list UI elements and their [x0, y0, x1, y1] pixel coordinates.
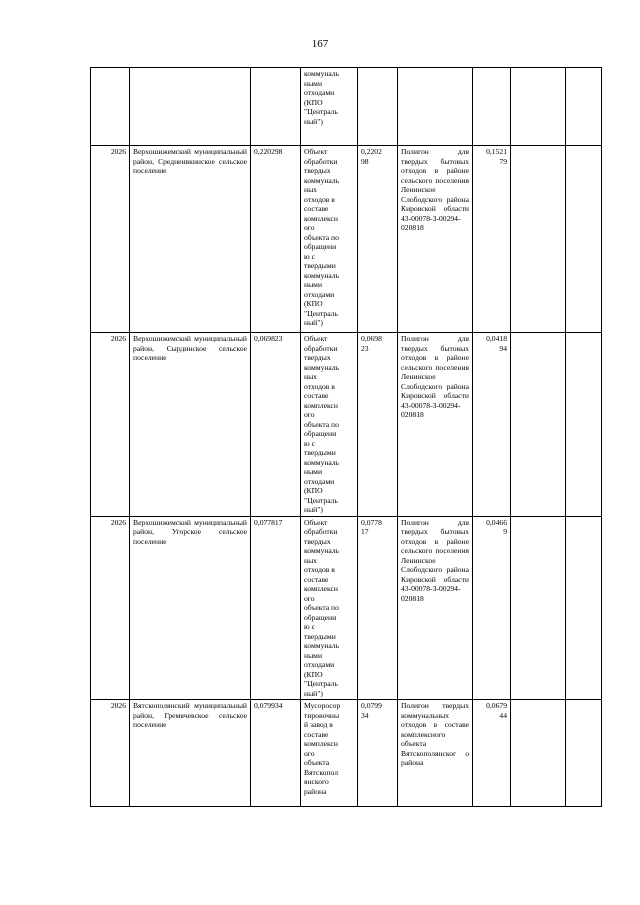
- landfill-mass-cell: 0,0679 44: [473, 700, 511, 807]
- processed-mass-cell: 0,0698 23: [358, 333, 398, 517]
- mass-cell: [251, 68, 301, 146]
- table-row: [91, 68, 602, 146]
- area-cell: Верхошижемский муниципальный район, Среднеивкинское сельское поселение: [130, 146, 251, 333]
- empty-cell: [511, 68, 566, 146]
- processing-object-cell: коммуналь ными отходами (КПО "Централь ный"): [301, 68, 358, 146]
- year-cell: 2026: [91, 146, 130, 333]
- processing-object-cell: Мусоросор тировочны й завод в составе комплексн ого объекта Вятскопол янского района: [301, 700, 358, 807]
- area-cell: [130, 68, 251, 146]
- empty-cell: [511, 516, 566, 700]
- empty-cell: [511, 333, 566, 517]
- processed-mass-cell: 0,0799 34: [358, 700, 398, 807]
- landfill-cell: Полигон для твердых бытовых отходов в районе сельского поселения Ленинское Слободского района Кировской области 43-00078-З-00294-020818: [398, 146, 473, 333]
- landfill-mass-cell: [473, 68, 511, 146]
- landfill-mass-cell: 0,0466 9: [473, 516, 511, 700]
- empty-cell: [566, 700, 602, 807]
- area-cell: Верхошижемский муниципальный район, Сырдинское сельское поселение: [130, 333, 251, 517]
- empty-cell: [566, 146, 602, 333]
- table-row: [91, 700, 602, 807]
- waste-flow-table: [90, 67, 602, 807]
- page-number: 167: [311, 38, 329, 50]
- landfill-cell: Полигон твердых коммунальных отходов в составе комплексного объекта Вятскополянског о района: [398, 700, 473, 807]
- empty-cell: [566, 516, 602, 700]
- processing-object-cell: Объект обработки твердых коммуналь ных отходов в составе комплексн ого объекта по обращени ю с твердыми коммуналь ными отходами (КПО "Централь ный"): [301, 333, 358, 517]
- mass-cell: 0,079934: [251, 700, 301, 807]
- year-cell: [91, 68, 130, 146]
- landfill-cell: Полигон для твердых бытовых отходов в районе сельского поселения Ленинское Слободского района Кировской области 43-00078-З-00294-020818: [398, 516, 473, 700]
- empty-cell: [511, 146, 566, 333]
- table-row: [91, 333, 602, 517]
- year-cell: 2026: [91, 700, 130, 807]
- processing-object-cell: Объект обработки твердых коммуналь ных отходов в составе комплексн ого объекта по обращени ю с твердыми коммуналь ными отходами (КПО "Централь ный"): [301, 516, 358, 700]
- year-cell: 2026: [91, 516, 130, 700]
- empty-cell: [566, 68, 602, 146]
- mass-cell: 0,220298: [251, 146, 301, 333]
- area-cell: Верхошижемский муниципальный район, Угорское сельское поселение: [130, 516, 251, 700]
- processed-mass-cell: 0,0778 17: [358, 516, 398, 700]
- landfill-mass-cell: 0,0418 94: [473, 333, 511, 517]
- area-cell: Вятскополянский муниципальный район, Гремячевское сельское поселение: [130, 700, 251, 807]
- processed-mass-cell: 0,2202 98: [358, 146, 398, 333]
- processed-mass-cell: [358, 68, 398, 146]
- landfill-mass-cell: 0,1521 79: [473, 146, 511, 333]
- table-row: [91, 146, 602, 333]
- empty-cell: [566, 333, 602, 517]
- mass-cell: 0,077817: [251, 516, 301, 700]
- mass-cell: 0,069823: [251, 333, 301, 517]
- table-row: [91, 516, 602, 700]
- year-cell: 2026: [91, 333, 130, 517]
- processing-object-cell: Объект обработки твердых коммуналь ных отходов в составе комплексн ого объекта по обращени ю с твердыми коммуналь ными отходами (КПО "Централь ный"): [301, 146, 358, 333]
- landfill-cell: Полигон для твердых бытовых отходов в районе сельского поселения Ленинское Слободского района Кировской области 43-00078-З-00294-020818: [398, 333, 473, 517]
- landfill-cell: [398, 68, 473, 146]
- empty-cell: [511, 700, 566, 807]
